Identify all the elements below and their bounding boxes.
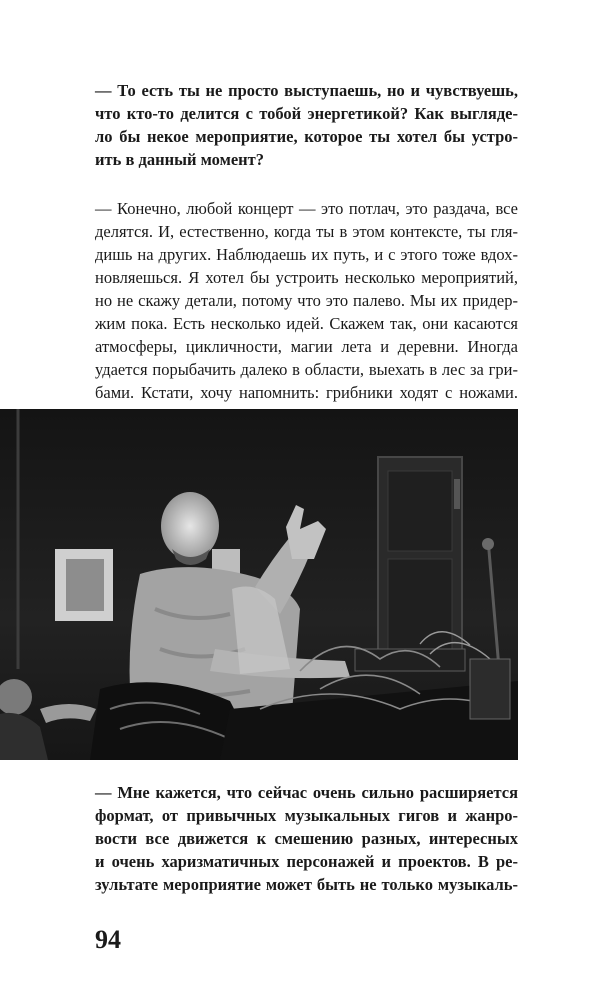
page-number: 94 xyxy=(95,925,121,954)
text-line: ло бы некое мероприятие, которое ты хотел бы устро- xyxy=(95,127,518,146)
answer-paragraph xyxy=(95,197,518,404)
dj-photo xyxy=(0,409,518,760)
text-line: бами. Кстати, хочу напомнить: грибники ходят с ножами. xyxy=(95,383,518,402)
text-line: формат, от привычных музыкальных гигов и жанро- xyxy=(95,806,518,825)
text-line: что кто-то делится с тобой энергетикой? Как выгляде- xyxy=(95,104,518,123)
text-line: — Конечно, любой концерт — это потлач, это раздача, все xyxy=(95,199,518,218)
text-line: удается порыбачить далеко в области, выехать в лес за гри- xyxy=(95,360,518,379)
text-line: делятся. И, естественно, когда ты в этом контексте, ты гля- xyxy=(95,222,518,241)
text-line: жим пока. Есть несколько идей. Скажем так, они касаются xyxy=(95,314,518,333)
text-line: дишь на других. Наблюдаешь их путь, и с этого тоже вдох- xyxy=(95,245,518,264)
text-line: ить в данный момент? xyxy=(95,150,265,169)
text-line: и очень харизматичных персонажей и проектов. В ре- xyxy=(95,852,518,871)
text-line: новляешься. Я хотел бы устроить несколько мероприятий, xyxy=(95,268,518,287)
text-line: — То есть ты не просто выступаешь, но и чувствуешь, xyxy=(95,81,518,100)
text-line: — Мне кажется, что сейчас очень сильно расширяется xyxy=(95,783,518,802)
text-line: но не скажу детали, потому что это палево. Мы их придер- xyxy=(95,291,518,310)
text-line: вости все движется к смешению разных, интересных xyxy=(95,829,518,848)
question-paragraph-1 xyxy=(95,79,518,171)
text-line: атмосферы, цикличности, магии лета и деревни. Иногда xyxy=(95,337,518,356)
text-line: зультате мероприятие может быть не только музыкаль- xyxy=(95,875,518,894)
question-paragraph-2 xyxy=(95,781,518,896)
